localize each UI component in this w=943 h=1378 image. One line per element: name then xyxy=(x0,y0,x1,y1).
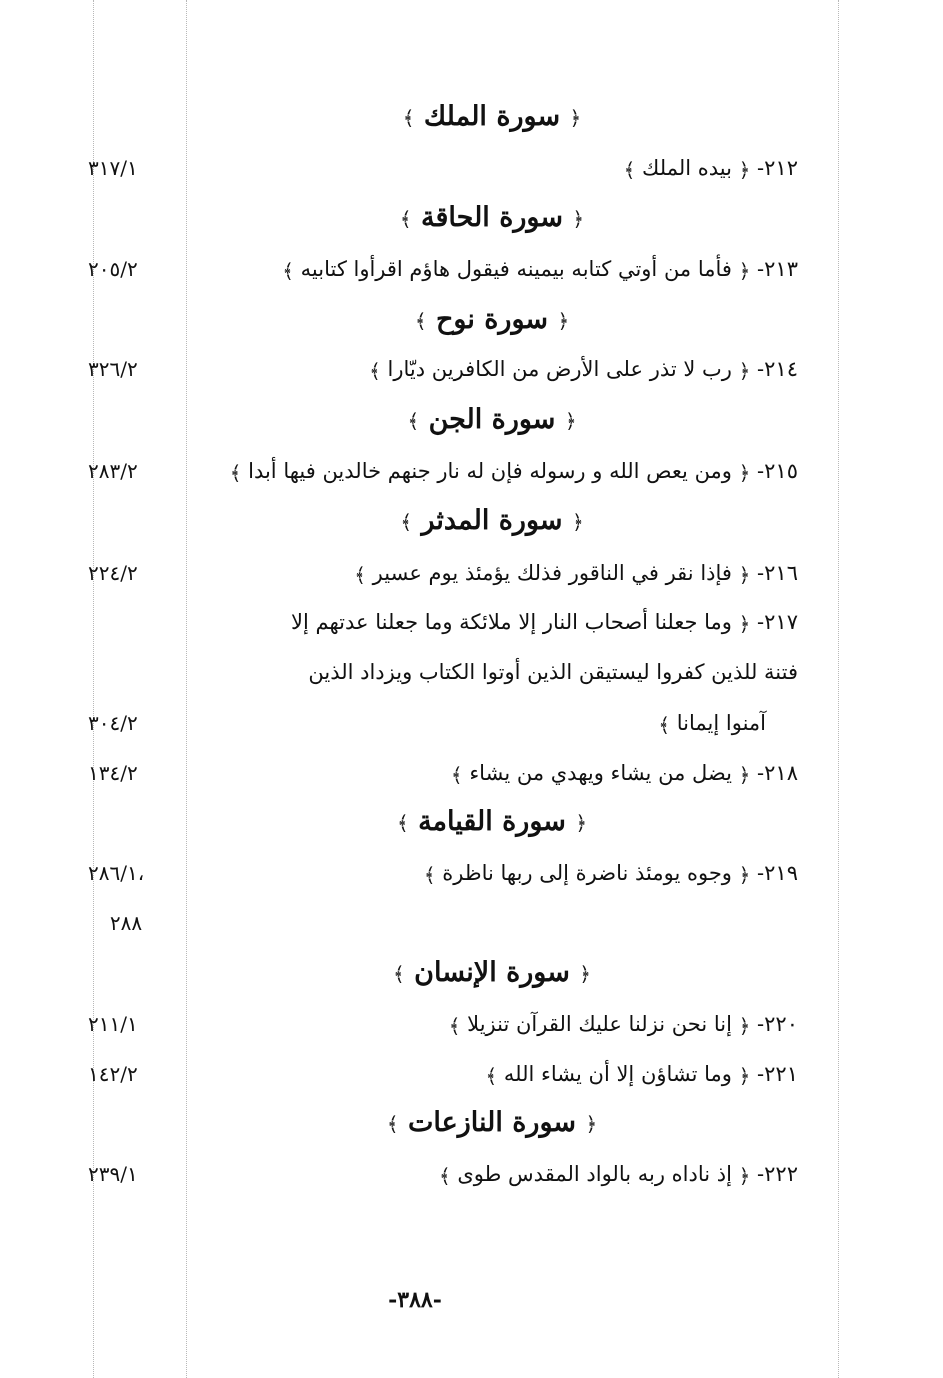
verse-text: وجوه يومئذ ناضرة إلى ربها ناظرة xyxy=(442,861,732,885)
surah-title: سورة الحاقة xyxy=(421,202,563,233)
verse-text: يضل من يشاء ويهدي من يشاء xyxy=(469,761,732,785)
ornament-bracket-icon: ﴾ xyxy=(407,408,420,433)
ornament-bracket-icon: ﴾ xyxy=(396,810,409,835)
ornament-bracket-icon: ﴿ xyxy=(738,460,751,485)
ornament-bracket-icon: ﴿ xyxy=(738,611,751,636)
page-reference: ٢٨٣/٢ xyxy=(88,459,138,483)
verse-entry xyxy=(186,148,798,188)
verse-entry xyxy=(186,753,798,793)
surah-heading xyxy=(186,198,798,238)
ornament-bracket-icon: ﴾ xyxy=(400,509,413,534)
entry-number: ٢١٤- xyxy=(757,357,798,381)
verse-text: بيده الملك xyxy=(642,156,732,180)
page-number: -٣٨٨- xyxy=(388,1287,442,1313)
ornament-bracket-icon: ﴾ xyxy=(438,1163,451,1188)
surah-title: سورة القيامة xyxy=(418,806,566,837)
verse-entry xyxy=(186,1004,798,1044)
ornament-bracket-icon: ﴾ xyxy=(229,460,242,485)
page-reference: ٢٠٥/٢ xyxy=(88,257,138,281)
ornament-bracket-icon: ﴾ xyxy=(485,1063,498,1088)
ornament-bracket-icon: ﴾ xyxy=(414,308,427,333)
ornament-bracket-icon: ﴾ xyxy=(402,105,415,130)
verse-text: وما تشاؤن إلا أن يشاء الله xyxy=(503,1062,732,1086)
surah-heading xyxy=(186,400,798,440)
entry-number: ٢١٨- xyxy=(757,761,798,785)
ornament-bracket-icon: ﴿ xyxy=(571,509,584,534)
surah-heading xyxy=(186,501,798,541)
verse-text: وما جعلنا أصحاب النار إلا ملائكة وما جعلنا عدتهم إلا xyxy=(291,610,732,634)
entry-number: ٢١٦- xyxy=(757,561,798,585)
ornament-bracket-icon: ﴿ xyxy=(575,810,588,835)
ornament-bracket-icon: ﴿ xyxy=(738,1163,751,1188)
surah-title: سورة الإنسان xyxy=(414,957,570,988)
ornament-bracket-icon: ﴿ xyxy=(738,862,751,887)
verse-text: فإذا نقر في الناقور فذلك يؤمئذ يوم عسير xyxy=(372,561,732,585)
surah-heading xyxy=(186,97,798,137)
page-reference: ١٤٢/٢ xyxy=(88,1062,138,1086)
page-reference: ٣٠٤/٢ xyxy=(88,711,138,735)
verse-entry xyxy=(186,349,798,389)
verse-entry xyxy=(186,1054,798,1094)
ornament-bracket-icon: ﴾ xyxy=(354,562,366,587)
entry-number: ٢١٣- xyxy=(757,257,798,281)
ornament-bracket-icon: ﴿ xyxy=(569,105,582,130)
page-reference: ٢٢٤/٢ xyxy=(88,561,138,585)
ornament-bracket-icon: ﴾ xyxy=(450,762,463,787)
page-reference: ٣١٧/١ xyxy=(88,156,138,180)
ornament-bracket-icon: ﴿ xyxy=(557,308,570,333)
verse-text: آمنوا إيمانا xyxy=(676,711,766,735)
verse-entry xyxy=(186,602,798,642)
surah-heading xyxy=(186,1103,798,1143)
verse-text: ومن يعص الله و رسوله فإن له نار جنهم خالدين فيها أبدا xyxy=(248,459,732,483)
verse-text: رب لا تذر على الأرض من الكافرين ديّارا xyxy=(387,357,732,381)
page-reference: ١٣٤/٢ xyxy=(88,761,138,785)
ornament-bracket-icon: ﴿ xyxy=(738,1063,751,1088)
surah-heading xyxy=(186,802,798,842)
entry-number: ٢١٥- xyxy=(757,459,798,483)
ornament-bracket-icon: ﴾ xyxy=(423,862,436,887)
margin-guide-right xyxy=(838,0,839,1378)
entry-number: ٢١٩- xyxy=(757,861,798,885)
ornament-bracket-icon: ﴾ xyxy=(393,961,405,986)
entry-number: ٢٢٢- xyxy=(757,1162,798,1186)
page-reference: ٣٢٦/٢ xyxy=(88,357,138,381)
ornament-bracket-icon: ﴿ xyxy=(585,1111,598,1136)
ornament-bracket-icon: ﴾ xyxy=(658,712,671,737)
entry-number: ٢٢٠- xyxy=(757,1012,798,1036)
surah-title: سورة المدثر xyxy=(421,505,563,536)
verse-continuation xyxy=(186,652,798,692)
verse-text: فتنة للذين كفروا ليستيقن الذين أوتوا الكتاب ويزداد الذين xyxy=(308,660,798,684)
entry-number: ٢٢١- xyxy=(757,1062,798,1086)
surah-title: سورة النازعات xyxy=(407,1107,577,1138)
ornament-bracket-icon: ﴿ xyxy=(738,1013,751,1038)
ornament-bracket-icon: ﴾ xyxy=(448,1013,461,1038)
surah-title: سورة الملك xyxy=(423,101,561,132)
surah-heading xyxy=(186,953,798,993)
page-reference: ٢٨٨ xyxy=(109,911,143,935)
verse-text: فأما من أوتي كتابه بيمينه فيقول هاؤم اقرأوا كتابيه xyxy=(300,257,732,281)
verse-text: إذ ناداه ربه بالواد المقدس طوى xyxy=(457,1162,732,1186)
verse-entry xyxy=(186,553,798,593)
ornament-bracket-icon: ﴿ xyxy=(738,562,751,587)
ornament-bracket-icon: ﴾ xyxy=(369,358,381,383)
verse-entry xyxy=(186,853,798,893)
ornament-bracket-icon: ﴿ xyxy=(579,961,591,986)
ornament-bracket-icon: ﴿ xyxy=(564,408,577,433)
ornament-bracket-icon: ﴾ xyxy=(282,258,294,283)
entry-number: ٢١٢- xyxy=(757,156,798,180)
ornament-bracket-icon: ﴿ xyxy=(572,206,585,231)
verse-text: إنا نحن نزلنا عليك القرآن تنزيلا xyxy=(467,1012,732,1036)
ornament-bracket-icon: ﴾ xyxy=(386,1111,399,1136)
surah-title: سورة الجن xyxy=(428,404,556,435)
verse-entry xyxy=(186,249,798,289)
ornament-bracket-icon: ﴿ xyxy=(738,358,751,383)
ornament-bracket-icon: ﴿ xyxy=(738,157,751,182)
verse-entry xyxy=(186,1154,798,1194)
ornament-bracket-icon: ﴾ xyxy=(399,206,412,231)
ornament-bracket-icon: ﴿ xyxy=(738,258,751,283)
verse-continuation xyxy=(186,703,766,743)
verse-entry xyxy=(186,451,798,491)
page-reference: ٢٣٩/١ xyxy=(88,1162,138,1186)
surah-heading xyxy=(186,300,798,340)
surah-title: سورة نوح xyxy=(435,304,549,335)
entry-number: ٢١٧- xyxy=(757,610,798,634)
ornament-bracket-icon: ﴿ xyxy=(738,762,751,787)
page-reference: ٢١١/١ xyxy=(88,1012,138,1036)
page-reference: ،٢٨٦/١ xyxy=(88,861,145,885)
ornament-bracket-icon: ﴾ xyxy=(623,157,636,182)
